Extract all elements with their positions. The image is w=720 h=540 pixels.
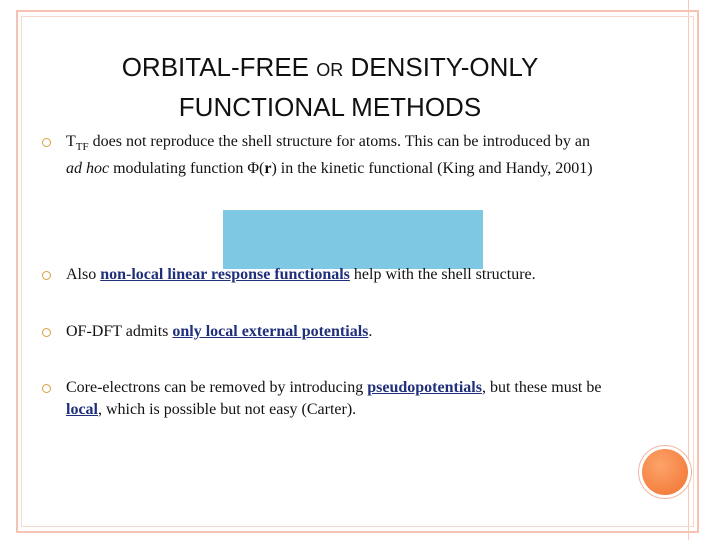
highlight-pseudopotentials: pseudopotentials	[367, 379, 482, 396]
bullet-icon	[42, 328, 51, 337]
bullet-1-part-c: in the kinetic functional (King and Handy, 2001)	[276, 160, 593, 178]
bullet-3-part-a: OF-DFT admits	[66, 323, 173, 340]
highlight-local-potentials: only local external potentials	[172, 323, 369, 340]
paren-open: (	[259, 160, 265, 178]
r-symbol: r	[264, 160, 272, 178]
paren-close: )	[271, 160, 277, 178]
title-part2: DENSITY-ONLY	[343, 52, 539, 82]
bullet-3-part-b: .	[368, 323, 373, 340]
bullet-4-part-a: Core-electrons can be removed by introducing	[66, 379, 368, 396]
bullet-icon	[42, 271, 51, 280]
t-tf-subscript: TF	[75, 141, 89, 154]
bullet-4-text	[66, 377, 686, 421]
bullet-3-text	[66, 321, 686, 343]
title-line2: FUNCTIONAL METHODS	[178, 92, 482, 122]
bullet-2-text	[66, 264, 686, 286]
bullet-2-part-b: help with the shell structure.	[349, 266, 536, 283]
highlight-local: local	[66, 401, 98, 418]
bullet-2-part-a: Also	[66, 266, 101, 283]
t-tf-main: T	[66, 133, 76, 150]
bullet-icon	[42, 138, 51, 147]
bullet-1-part-b: modulating function	[109, 160, 248, 178]
bullet-4-part-b: , but these must be	[481, 379, 602, 396]
title-or: OR	[316, 60, 344, 80]
highlight-nonlocal-functionals: non-local linear response functionals	[100, 266, 350, 283]
decorative-orange-circle	[642, 449, 688, 495]
title-part1: ORBITAL-FREE	[121, 52, 317, 82]
bullet-icon	[42, 384, 51, 393]
slide-title	[60, 49, 600, 126]
formula-image-placeholder	[223, 210, 483, 269]
bullet-1-text	[66, 131, 686, 180]
phi-symbol: Φ	[247, 160, 260, 178]
bullet-1-part-a: does not reproduce the shell structure for atoms. This can be introduced by an	[88, 133, 590, 150]
ad-hoc-text: ad hoc	[66, 160, 110, 178]
bullet-4-part-c: , which is possible but not easy (Carter).	[98, 401, 357, 418]
